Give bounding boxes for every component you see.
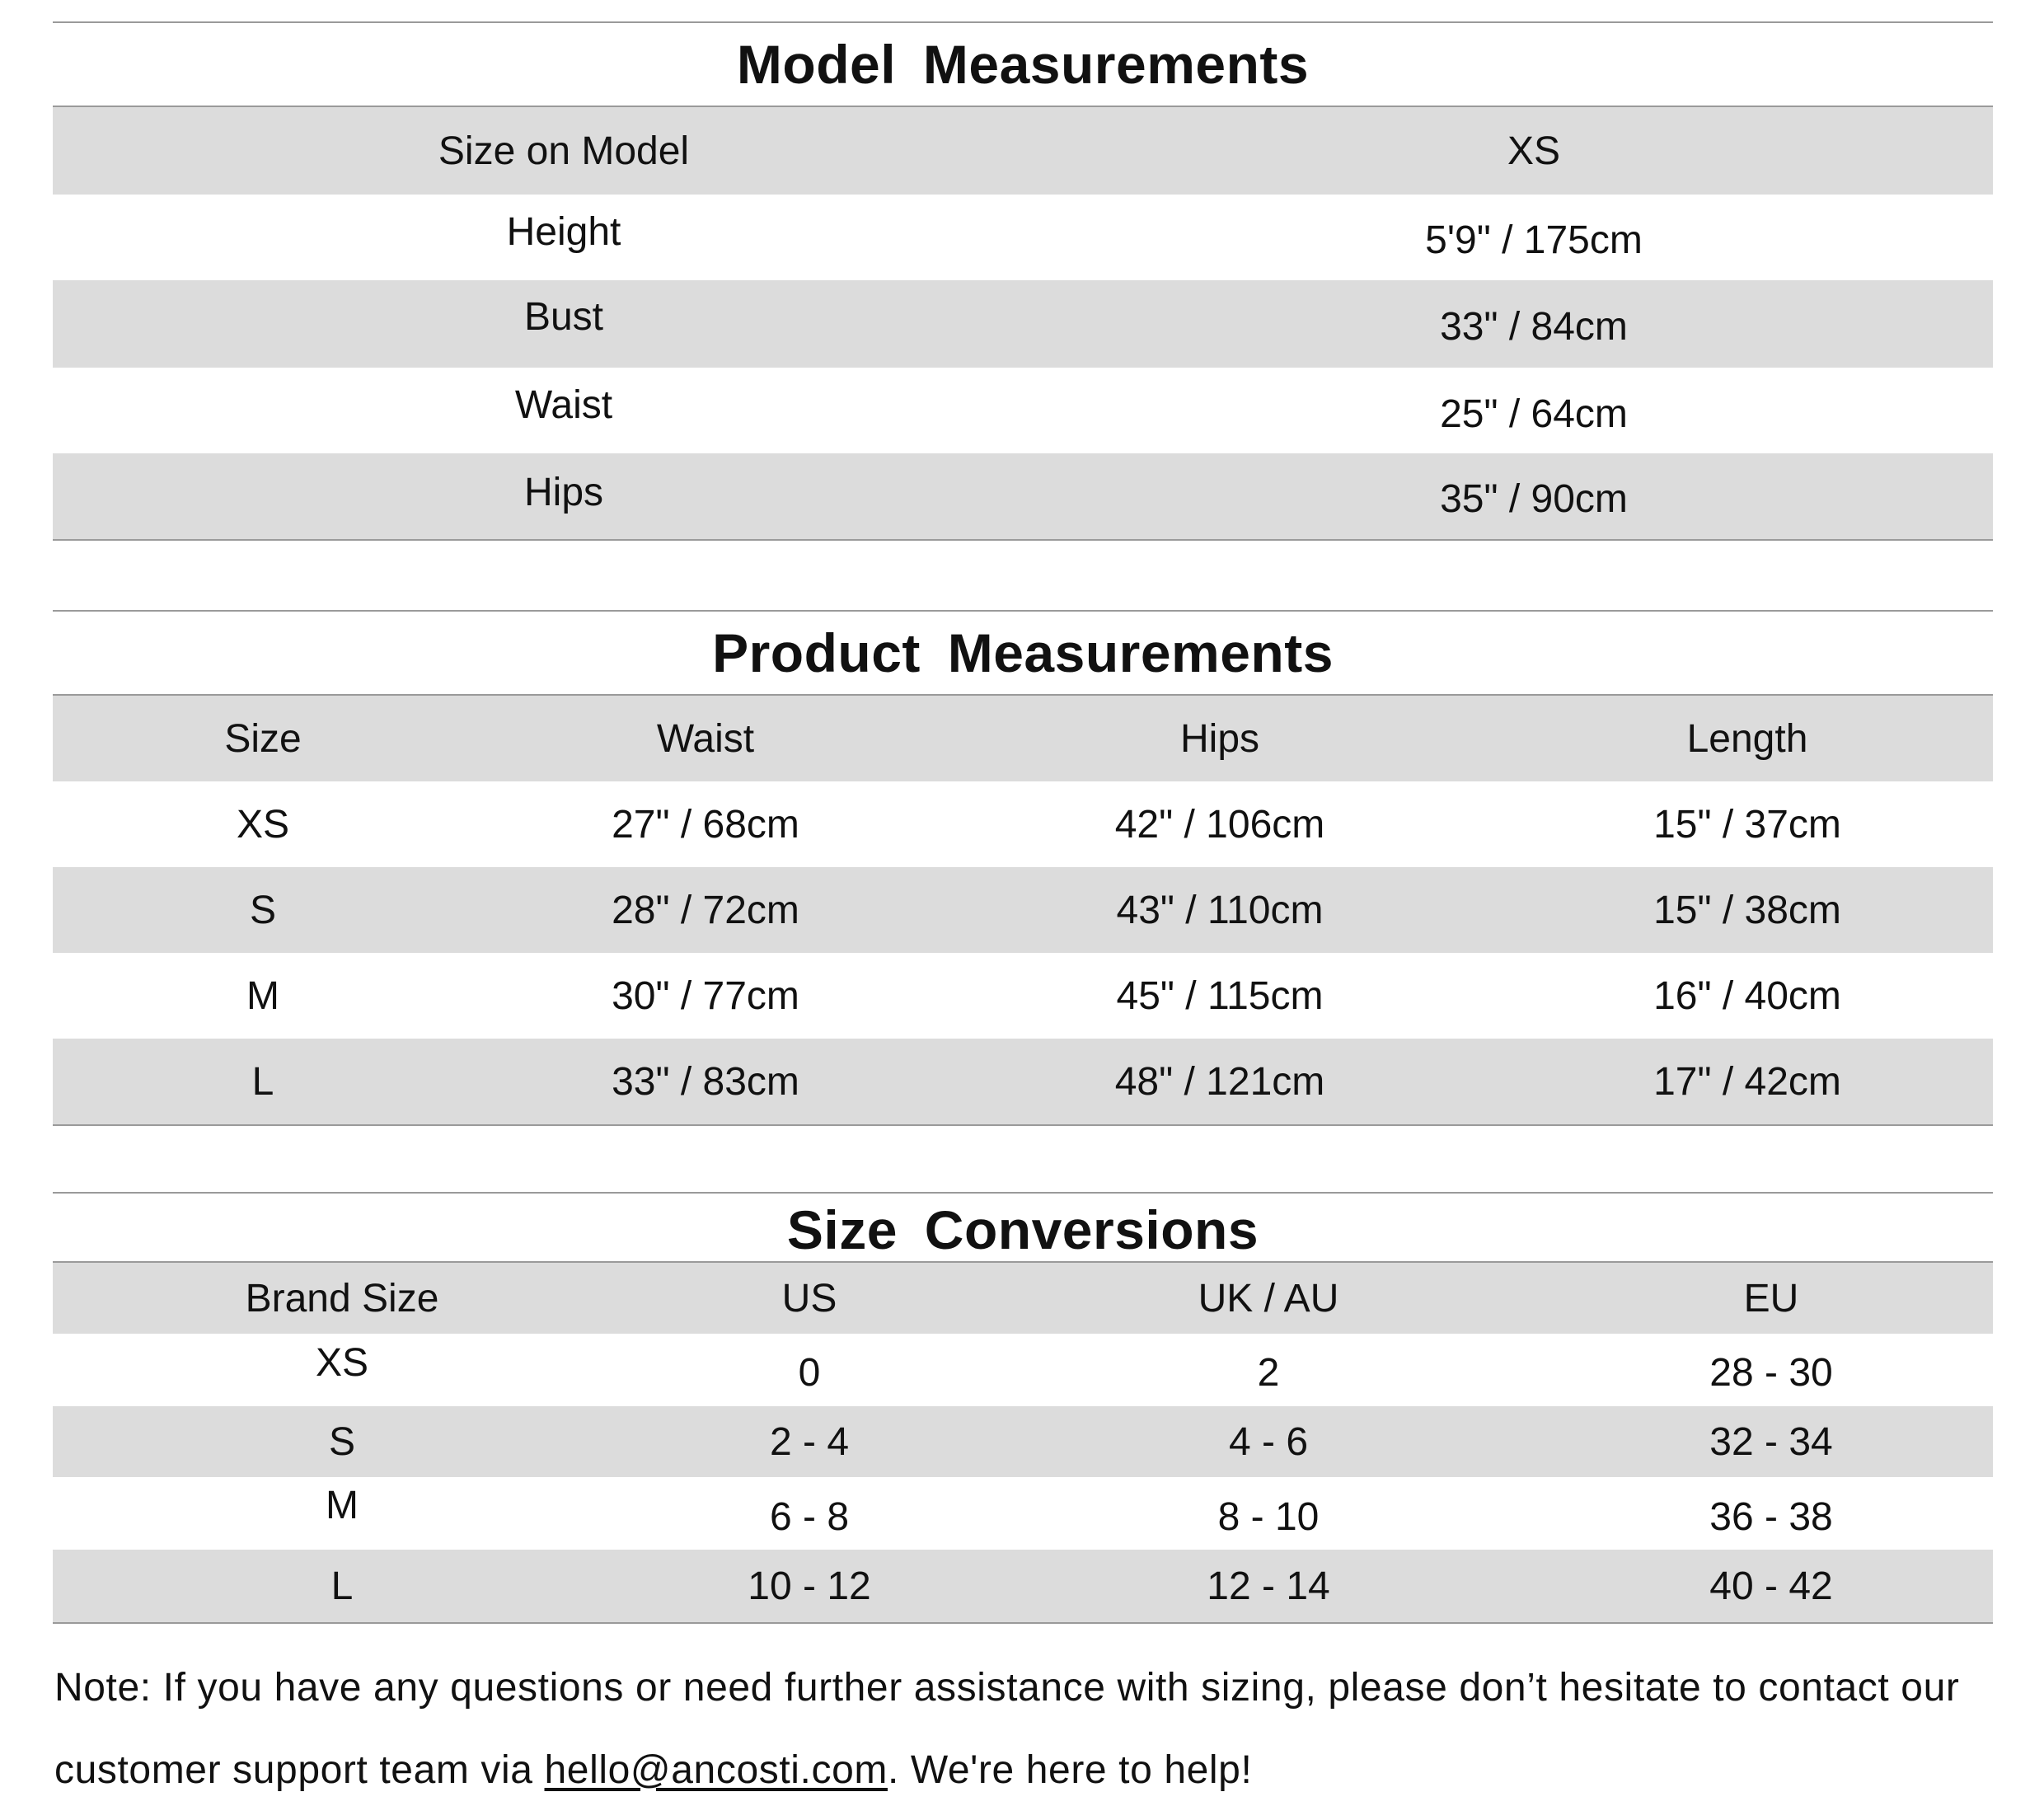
table-row xyxy=(53,280,1993,368)
table-row xyxy=(53,195,1993,280)
eu-cell: 28 - 30 xyxy=(1709,1350,1833,1395)
waist-cell: 27" / 68cm xyxy=(612,802,799,847)
hips-cell: 43" / 110cm xyxy=(1116,888,1324,932)
divider xyxy=(53,610,1993,612)
header-cell: Length xyxy=(1686,716,1808,761)
uk-au-cell: 12 - 14 xyxy=(1207,1564,1330,1608)
header-cell: Waist xyxy=(656,716,755,761)
brand-size-cell: XS xyxy=(315,1340,369,1385)
brand-size-cell: L xyxy=(331,1564,354,1608)
size-cell: L xyxy=(251,1059,274,1104)
divider xyxy=(53,21,1993,23)
table-row xyxy=(53,953,1993,1039)
waist-cell: 28" / 72cm xyxy=(612,888,799,932)
row-value: 33" / 84cm xyxy=(1440,304,1628,349)
header-cell: Brand Size xyxy=(245,1276,439,1320)
divider xyxy=(53,1622,1993,1624)
divider xyxy=(53,539,1993,541)
length-cell: 15" / 37cm xyxy=(1653,802,1841,847)
header-cell: UK / AU xyxy=(1198,1276,1339,1320)
header-cell: XS xyxy=(1507,129,1561,173)
length-cell: 16" / 40cm xyxy=(1653,973,1841,1018)
header-cell: Size xyxy=(224,716,302,761)
brand-size-cell: S xyxy=(328,1419,355,1464)
table-header-row xyxy=(53,107,1993,195)
uk-au-cell: 2 xyxy=(1257,1350,1280,1395)
table-row xyxy=(53,368,1993,453)
size-cell: S xyxy=(249,888,276,932)
row-label: Hips xyxy=(523,470,604,514)
sizing-note xyxy=(54,1647,2008,1812)
divider xyxy=(53,1192,1993,1194)
row-value: 25" / 64cm xyxy=(1440,392,1628,436)
uk-au-cell: 8 - 10 xyxy=(1217,1494,1320,1539)
table-row xyxy=(53,1550,1993,1622)
table-row xyxy=(53,1039,1993,1124)
header-cell: US xyxy=(781,1276,837,1320)
size-conversions-title: Size Conversions xyxy=(786,1199,1259,1260)
length-cell: 15" / 38cm xyxy=(1653,888,1841,932)
row-label: Waist xyxy=(514,382,613,427)
note-text: Note: If you have any questions or need further assistance with sizing, please don’t hesitate to contact our customer support team via xyxy=(54,1666,1960,1792)
waist-cell: 30" / 77cm xyxy=(612,973,799,1018)
table-row xyxy=(53,781,1993,867)
us-cell: 6 - 8 xyxy=(769,1494,850,1539)
product-measurements-title: Product Measurements xyxy=(712,622,1334,683)
note-suffix: . We're here to help! xyxy=(887,1748,1253,1792)
size-cell: XS xyxy=(236,802,290,847)
divider xyxy=(53,1124,1993,1126)
length-cell: 17" / 42cm xyxy=(1653,1059,1841,1104)
header-cell: Size on Model xyxy=(438,129,690,173)
eu-cell: 36 - 38 xyxy=(1709,1494,1833,1539)
table-header-row xyxy=(53,1263,1993,1334)
table-row xyxy=(53,1477,1993,1550)
eu-cell: 32 - 34 xyxy=(1709,1419,1833,1464)
model-measurements-title: Model Measurements xyxy=(736,34,1310,95)
table-row xyxy=(53,867,1993,953)
us-cell: 2 - 4 xyxy=(769,1419,850,1464)
size-cell: M xyxy=(246,973,279,1018)
table-row xyxy=(53,1406,1993,1477)
table-header-row xyxy=(53,696,1993,781)
hips-cell: 48" / 121cm xyxy=(1114,1059,1325,1104)
table-row xyxy=(53,1334,1993,1406)
support-email-link[interactable]: hello@ancosti.com xyxy=(544,1748,888,1792)
hips-cell: 42" / 106cm xyxy=(1114,802,1325,847)
us-cell: 10 - 12 xyxy=(748,1564,871,1608)
row-value: 5'9" / 175cm xyxy=(1425,218,1643,262)
row-label: Height xyxy=(506,209,621,254)
header-cell: EU xyxy=(1743,1276,1799,1320)
row-label: Bust xyxy=(523,294,604,339)
eu-cell: 40 - 42 xyxy=(1709,1564,1833,1608)
waist-cell: 33" / 83cm xyxy=(612,1059,799,1104)
header-cell: Hips xyxy=(1179,716,1260,761)
brand-size-cell: M xyxy=(326,1483,359,1527)
us-cell: 0 xyxy=(798,1350,821,1395)
hips-cell: 45" / 115cm xyxy=(1116,973,1324,1018)
row-value: 35" / 90cm xyxy=(1440,476,1628,521)
uk-au-cell: 4 - 6 xyxy=(1228,1419,1309,1464)
table-row xyxy=(53,453,1993,539)
